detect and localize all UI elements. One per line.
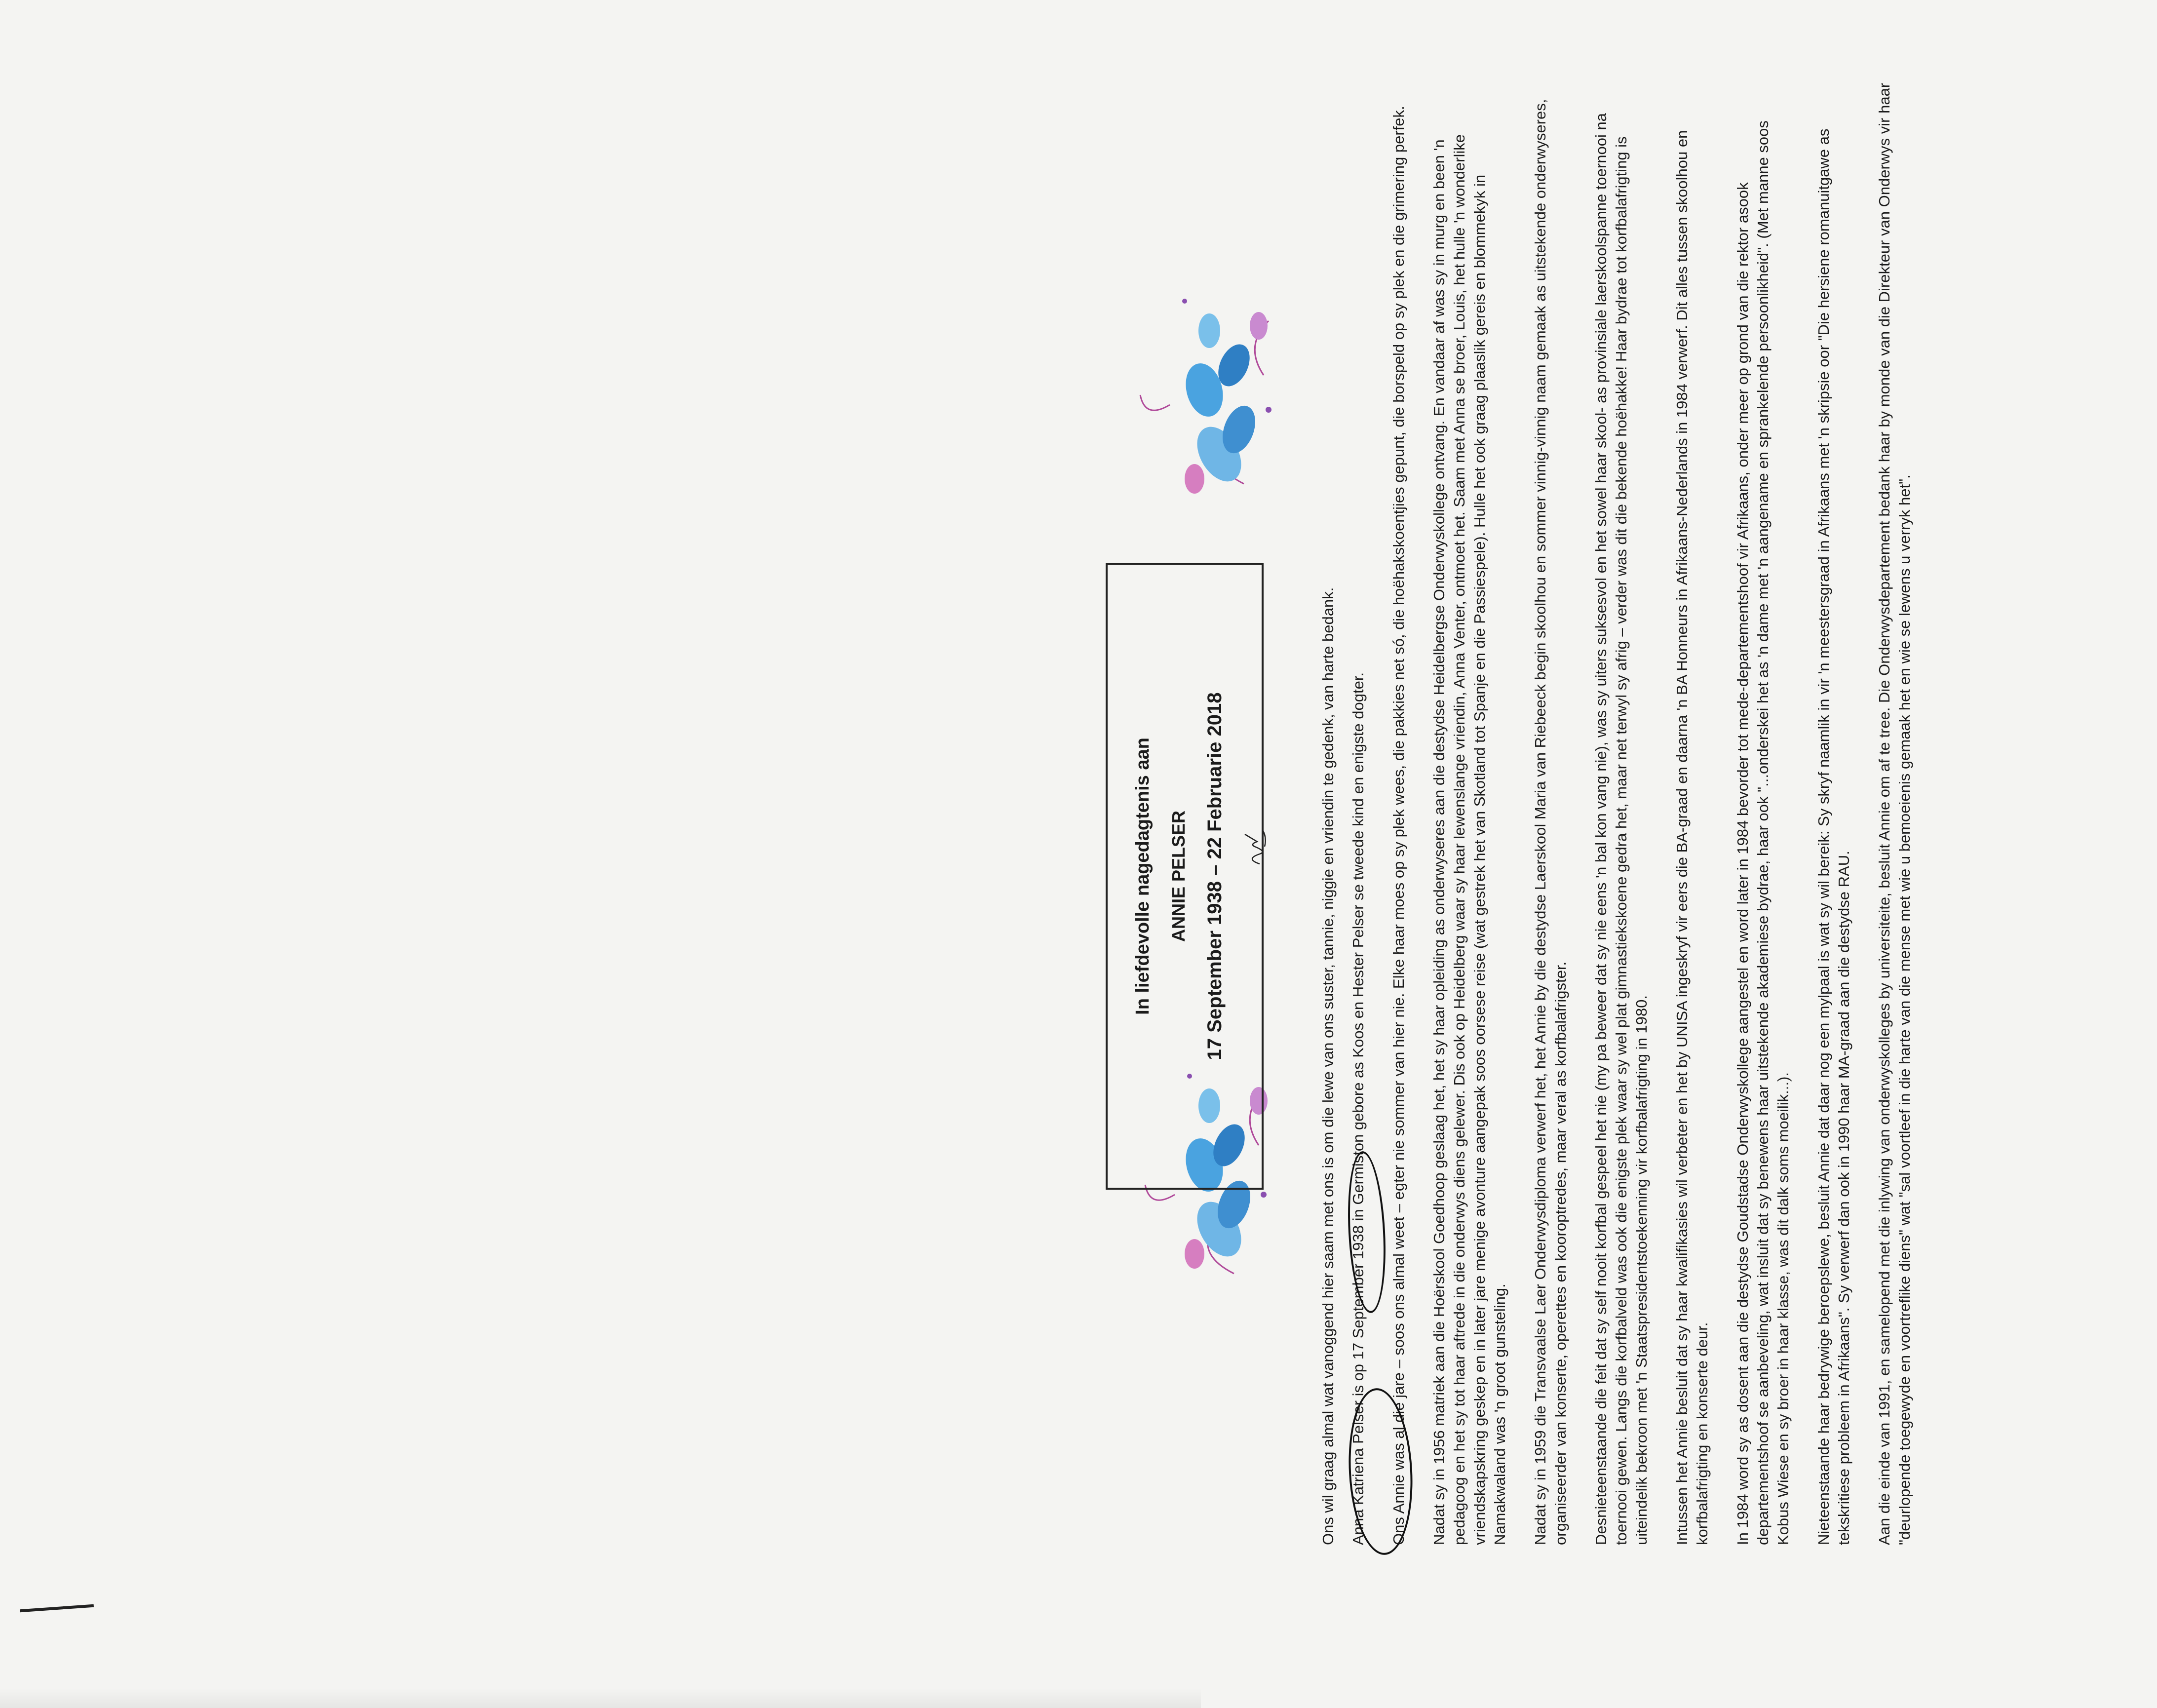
paragraph: Anna Katriena Pelser is op 17 September 1938 in Germiston gebore as Koos en Hester Pelser se tweede kind en enigste dogter.: [1349, 672, 1367, 1545]
paragraph: Nadat sy in 1956 matriek aan die Hoërskool Goedhoop geslaag het, het sy haar opleiding as onderwyseres aan die destydse Heidelbergse Onderwyskollege ontvang. En vandaar af was sy in murg en been 'n pedagoog en het sy tot haar aftrede in die onderwys diens gelewer. Dis ook op Heidelberg waar sy haar lewenslange vriendin, Anna Venter, ontmoet het. Saam met Anna se broer, Louis, het hulle 'n wonderlike vriendskapskring geskep en in later jare menige avonture aangepak soos oorsese reise (wat gestrek het van Skotland tot Spanje en die Passiespele). Hulle het ook graag plaaslik gereis en blommekyk in Namakwaland was 'n groot gunsteling.: [1430, 134, 1508, 1545]
memorial-page: [1106, 35, 2157, 1599]
paragraph: Intussen het Annie besluit dat sy haar kwalifikasies wil verbeter en het by UNISA ingeskryf vir eers die BA-graad en daarna 'n BA Honneurs in Afrikaans-Nederlands in 1984 verwerf. Dit alles tussen skoolhou en korfbalafrigting en konserte deur.: [1673, 130, 1711, 1545]
butterflies-icon: [1135, 276, 1298, 513]
scan-shadow: [0, 1688, 1201, 1708]
deceased-name: ANNIE PELSER: [1168, 810, 1189, 942]
paragraph: Desnieteenstaande die feit dat sy self nooit korfbal gespeel het nie (my pa beweer dat sy nie eens 'n bal kon vang nie), was sy uiters suksesvol en het sowel haar skool- as provinsiale laerskoolspanne toernooi na toernooi gewen. Langs die korfbalveld was ook die enigste plek waar sy wel plat gimnastiekskoene gedra het, maar net terwyl sy afrig – verder was dit die bekende hoëhakke! Haar bydrae tot korfbalafrigting is uiteindelik bekroon met 'n Staatspresidentstoekenning vir korfbalafrigting in 1980.: [1592, 113, 1650, 1545]
memorial-text: [1318, 74, 1935, 1545]
paragraph: Aan die einde van 1991, en samelopend met die inlywing van onderwyskolleges by universiteite, besluit Annie om af te tree. Die Onderwysdepartement bedank haar by monde van die Direkteur van Onderwys vir haar "deurlopende toegewyde en voortreflike diens" wat "sal voortleef in die harte van die mense met wie u bemoeienis gemaak het en wie se lewens u verryk het".: [1876, 82, 1913, 1545]
paragraph: In 1984 word sy as dosent aan die destydse Goudstadse Onderwyskollege aangestel en word later in 1984 bevorder tot mede-departementshoof vir Afrikaans, onder meer op grond van die rektor asook departementshoof se aanbeveling, wat insluit dat sy benewens haar uitstekende akademiese bydrae, haar ook "...onderskei het as 'n dame met 'n aangename en sprankelende persoonlikheid". (Met manne soos Kobus Wiese en sy broer in haar klasse, was dit dalk soms moeilik...).: [1734, 120, 1792, 1545]
title-box: [1106, 563, 1264, 1190]
paragraph: Ons wil graag almal wat vanoggend hier saam met ons is om die lewe van ons suster, tannie, niggie en vriendin te gedenk, van harte bedank.: [1319, 587, 1337, 1545]
life-dates: 17 September 1938 – 22 Februarie 2018: [1204, 692, 1226, 1060]
handwritten-signature: [1240, 827, 1270, 866]
paragraph: Ons Annie was al die jare – soos ons almal weet – egter nie sommer van hier nie. Elke haar moes op sy plek wees, die pakkies net só, die hoëhakskoentjies gepunt, die borspeld op sy plek en die grimering perfek.: [1390, 106, 1407, 1545]
edge-mark: [20, 1604, 94, 1612]
dedication-line: In liefdevolle nagedagtenis aan: [1132, 738, 1153, 1015]
paragraph: Nadat sy in 1959 die Transvaalse Laer Onderwysdiploma verwerf het, het Annie by die destydse Laerskool Maria van Riebeeck begin skoolhou en sommer vinnig-vinnig naam gemaak as uitstekende onderwyseres, organiseerder van konserte, operettes en kooroptredes, maar veral as korfbalafrigster.: [1532, 99, 1569, 1545]
paragraph: Nieteenstaande haar bedrywige beroepslewe, besluit Annie dat daar nog een mylpaal is wat sy wil bereik: Sy skryf naamlik in vir 'n meestersgraad in Afrikaans met 'n skripsie oor "Die hersiene romanuitgawe as tekskritiese probleem in Afrikaans". Sy verwerf dan ook in 1990 haar MA-graad aan die destydse RAU.: [1815, 128, 1852, 1545]
